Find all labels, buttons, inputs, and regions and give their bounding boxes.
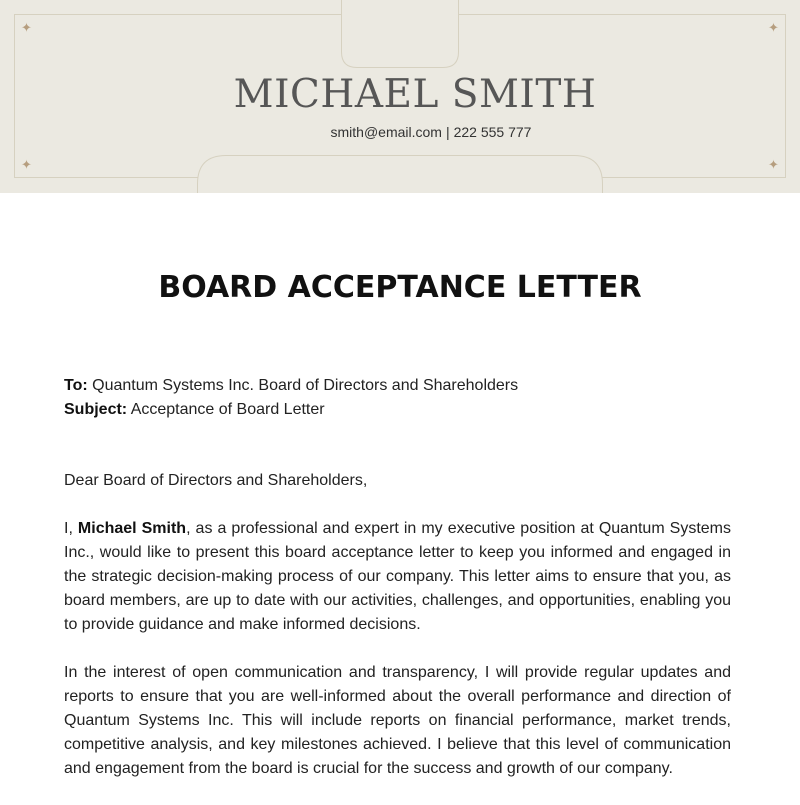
sender-name: MICHAEL SMITH [233, 72, 597, 117]
paragraph-text: , as a professional and expert in my executive position at Quantum Systems Inc., would like to present this board acceptance letter to keep you informed and engaged in the strategic decision-making process of our company. This letter aims to ensure that you, as board members, are up to date with our activities, challenges, and opportunities, enabling you to provide guidance and make informed decisions. [64, 520, 732, 633]
recipient-value: Quantum Systems Inc. Board of Directors and Shareholders [92, 377, 519, 394]
body-paragraph [64, 517, 731, 637]
sparkle-icon: ✦ [21, 158, 32, 173]
letter-title: BOARD ACCEPTANCE LETTER [158, 270, 642, 305]
letter-meta [64, 374, 734, 422]
salutation: Dear Board of Directors and Shareholders, [64, 472, 368, 489]
subject-line [64, 398, 734, 422]
author-name: Michael Smith [77, 520, 187, 537]
sender-phone: 222 555 777 [453, 124, 532, 140]
sender-email: smith@email.com [330, 124, 442, 140]
subject-value: Acceptance of Board Letter [130, 401, 325, 418]
recipient-line [64, 374, 734, 398]
sparkle-icon: ✦ [21, 21, 32, 36]
body-paragraph: In the interest of open communication and transparency, I will provide regular updates and reports to ensure that you are well-informed about the overall performance and direction of Quantum Systems Inc. This will include reports on financial performance, market trends, competitive analysis, and key milestones achieved. I believe that this level of communication and engagement from the board is crucial for the success and growth of our company. [64, 664, 731, 777]
sparkle-icon: ✦ [768, 21, 779, 36]
paragraph-prefix: I, [64, 520, 73, 537]
sparkle-icon: ✦ [768, 158, 779, 173]
letterhead [0, 0, 800, 193]
letter-body [64, 469, 731, 805]
subject-label: Subject: [64, 401, 128, 418]
contact-separator: | [445, 124, 450, 140]
recipient-label: To: [64, 377, 88, 394]
sender-contact [0, 124, 800, 140]
